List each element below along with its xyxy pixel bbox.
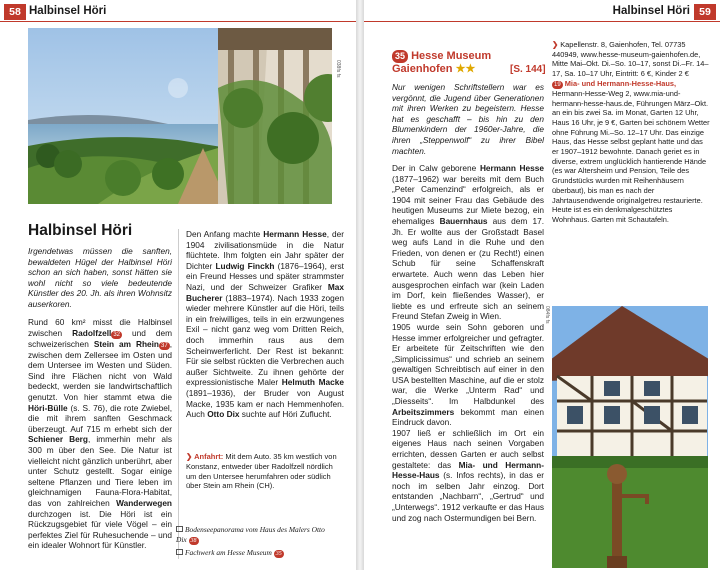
page-number: 58 [4,4,26,20]
hesse-house-photo [552,306,708,568]
right-header [364,0,720,22]
museum-info-box: ❯ Kapellenstr. 8, Gaienhofen, Tel. 07735 440949, www.hesse-museum-gaienhofen.de, Mitte Mai–Okt. Di.–So. 10–17, sonst Di.–Fr. 14–17, Sa. 10–17 Uhr, Eintritt: 6 €, Kinder 2 € 19 Mia- und Hermann-Hesse-Haus, Hermann-Hesse-Weg 2, www.mia-und-hermann-hesse-haus.de, Führungen März–Okt. an ein bis zwei Sa. im Monat, Garten 12 Uhr, Haus 16 Uhr, je 9 €, Garten bei schönem Wetter ohne Führung Mi.–So. 12–17 Uhr. Das einzige Haus, das Hesse selbst geplant hatte und das er 1907–1912 bewohnte. Danach geriet es in diverse, extrem unglücklich hantierende Hände (es war Altersheim und Pension, Teile des Grundstücks wurden mit Reihenhäusern überbaut), bis man es nach der Jahrtausendwende originalgetreu restaurierte. Heute ist es ein denkmalgeschütztes Wohnhaus. Garten mit Schautafeln. [552,40,710,224]
ref-badge: 37 [161,342,168,349]
photo-icon [176,526,183,532]
page-number: 59 [694,4,716,20]
photo-icon [176,549,183,555]
running-title: Halbinsel Höri [29,5,107,17]
column-divider [178,229,179,559]
running-title: Halbinsel Höri [612,5,690,17]
photo-credit: 084fs fs [544,306,550,324]
entry-number-badge: 35 [392,50,408,63]
ref-badge: 32 [113,331,121,338]
section-intro: Irgendetwas müssen die sanften, bewaldeten Hügel der Halbinsel Höri schon an sich haben, sonst hätten sie wohl nicht so viele bedeutende Künstler des 20. Jh. als ihren Wohnsitz auserkoren. [28,246,172,309]
left-page [0,0,356,570]
place-radolfzell: Radolfzell [72,327,112,338]
rating-stars: ★★ [455,63,476,75]
arrow-icon: ❯ [186,452,195,461]
directions-note: ❯ Anfahrt: Mit dem Auto. 35 km westlich von Konstanz, entweder über Radolfzell nördlich um den Untersee herumfahren oder südlich über Stein am Rhein (CH). [186,452,337,491]
right-page [364,0,720,570]
museum-intro: Nur wenigen Schriftstellern war es vergönnt, die Jugend über Generationen mit ihren Werken zu begeistern. Hesse hat es geschafft – bis hin zu den Blumenkindern der 1960er-Jahre, die ihren „Steppenwolf“ zu ihrer Bibel machten. [392,82,544,156]
caption-fachwerk: Fachwerk am Hesse Museum 35 [176,548,326,558]
photo-credit: 038fs fs [335,60,341,78]
section-heading: Halbinsel Höri [28,222,133,239]
caption-panorama: Bodenseepanorama vom Haus des Malers Otto Dix 38 [176,525,325,544]
museum-body: Der in Calw geborene Hermann Hesse (1877–1962) war bereits mit dem Buch „Peter Camenzind“ erfolgreich, als er 1904 mit seiner Frau das Gebäude des heutigen Museums zur Miete bezog, ein ehemaliges Bauernhaus aus dem 17. Jh. Er wollte aus der Großstadt Basel weg aufs Land in die Ruhe und den Frieden, von denen er (zu Recht!) einen Schub für seine Schaffenskraft erwartete. Auch wenn das Leben hier ausgesprochen einfach war (kein Laden im Dorf, kein fließendes Wasser), er liebte es und erfreute sich an seinem Freund Stefan Zweig in Wien. 1905 wurde sein Sohn geboren und Hesse immer erfolgreicher und gefragter. Er arbeitete für Zeitschriften wie den „Simplicissimus“ und schrieb an seinem gewaltigen Schreibtisch auf einer in den USA bestellten Maschine, auf die er stolz war, die Werke „Unterm Rad“ und „Diesseits“. Im Halbdunkel des Arbeitszimmers bekommt man einen Eindruck davon. 1907 ließ er schließlich im Ort ein eigenes Haus nach seinen Vorgaben errichten, dessen Garten er auch selbst gestaltete: das Mia- und Hermann-Hesse-Haus (s. Infos rechts), in das er noch im selben Jahr einzog. Dort entstanden „Nachbarn“, „Gertrud“ und „Unterwegs“. 1912 verkaufte er das Haus und zog nach Ostermundigen bei Bern. [392,163,544,523]
page-gutter [356,0,364,570]
museum-title: 35 Hesse Museum Gaienhofen ★★ [392,50,492,75]
arrow-icon: ❯ [552,40,561,49]
place-stein-am-rhein: Stein am Rhein [93,338,159,349]
map-page-reference: [S. 144] [510,64,546,75]
left-header [0,0,356,22]
left-column-body: Rund 60 km² misst die Halbinsel zwischen Radolfzell 32 und dem schweizerischen Stein am Rhein 37 , zwischen dem Zellersee im Osten und dem Untersee im Westen und Süden. Sind ihre Flächen nicht von Wald bedeckt, werden sie landwirtschaftlich genutzt. Von hier stammt etwa die Höri-Bülle (s. S. 76), die rote Zwiebel, die mit ihrem sanften Geschmack überzeugt. Auf 715 m erhebt sich der Schiener Berg, immerhin mehr als 300 m über den See. Die Natur ist vielleicht nicht gänzlich unberührt, aber unter Schutz gestellt. Sogar einige seltene Pflanzen und Tiere leben im gleichnamigen Fauna-Flora-Habitat, das von zahlreichen Wanderwegen durchzogen ist. Die Höri ist ein Rückzugsgebiet für viele Vögel – ein perfektes Ziel für Ruhesuchende – und ein idealer Wohnort für Künstler. [28,317,173,551]
lake-panorama-photo [28,28,332,204]
right-column-body: Den Anfang machte Hermann Hesse, der 1904 zivilisationsmüde in die Natur flüchtete. Ihm folgten ein Jahr später der Dichter Ludwig Finckh (1876–1964), erst ein Freund Hesses und später strammster Nazi, und der Schweizer Grafiker Max Bucherer (1883–1974). Nach 1933 zogen wieder mehrere Künstler auf die Höri, teils in ein freiwilliges, teils in ein erzwungenes Exil – nicht ganz weg vom Dritten Reich, doch immerhin raus aus dem Scheinwerferlicht. Der Rest ist bekannt: Für sie selbst rückten die Verbrechen auch außer Sichtweite. Zu ihnen gehörte der expressionistische Maler Helmuth Macke (1891–1936), der Bruder von August Macke, 1935 kam er nach Hemmenhofen. Auch Otto Dix suchte auf Höri Zuflucht. [186,229,345,420]
